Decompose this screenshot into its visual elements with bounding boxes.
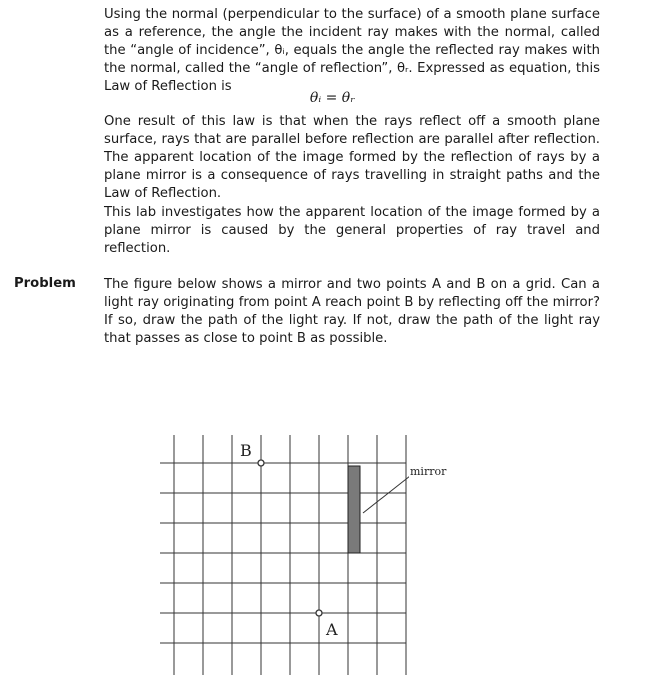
problem-paragraph: The figure below shows a mirror and two points A and B on a grid. Can a light ray originating from point A reach point B by reflecting off the mirror? If so, draw the path of the light ray. If not, draw the path of the light ray that passes as close to point B as possible. bbox=[104, 277, 600, 346]
problem-label: Problem bbox=[14, 276, 76, 291]
intro-paragraph: Using the normal (perpendicular to the surface) of a smooth plane surface as a reference, the angle the incident ray makes with the normal, called the “angle of incidence”, θᵢ, equals the angle the reflected ray makes with the normal, called the “angle of reflection”, θᵣ. Expressed as equation, this Law of Reflection is bbox=[104, 7, 600, 94]
mirror-label: mirror bbox=[410, 465, 447, 478]
lab-paragraph: This lab investigates how the apparent location of the image formed by a plane mirror is caused by the general properties of ray travel and reflection. bbox=[104, 205, 600, 256]
point-b-marker bbox=[258, 460, 264, 466]
point-b-label: B bbox=[240, 441, 252, 460]
mirror-grid-figure bbox=[160, 430, 460, 675]
point-a-marker bbox=[316, 610, 322, 616]
reflection-equation: θᵢ = θᵣ bbox=[309, 90, 356, 106]
grid bbox=[160, 435, 406, 675]
result-paragraph: One result of this law is that when the rays reflect off a smooth plane surface, rays that are parallel before reflection are parallel after reflection. The apparent location of the image formed by the reflection of rays by a plane mirror is a consequence of rays travelling in straight paths and the Law of Reflection. bbox=[104, 114, 600, 201]
mirror-bar bbox=[348, 466, 360, 553]
point-a-label: A bbox=[326, 620, 338, 639]
mirror-leader-line bbox=[363, 476, 410, 513]
